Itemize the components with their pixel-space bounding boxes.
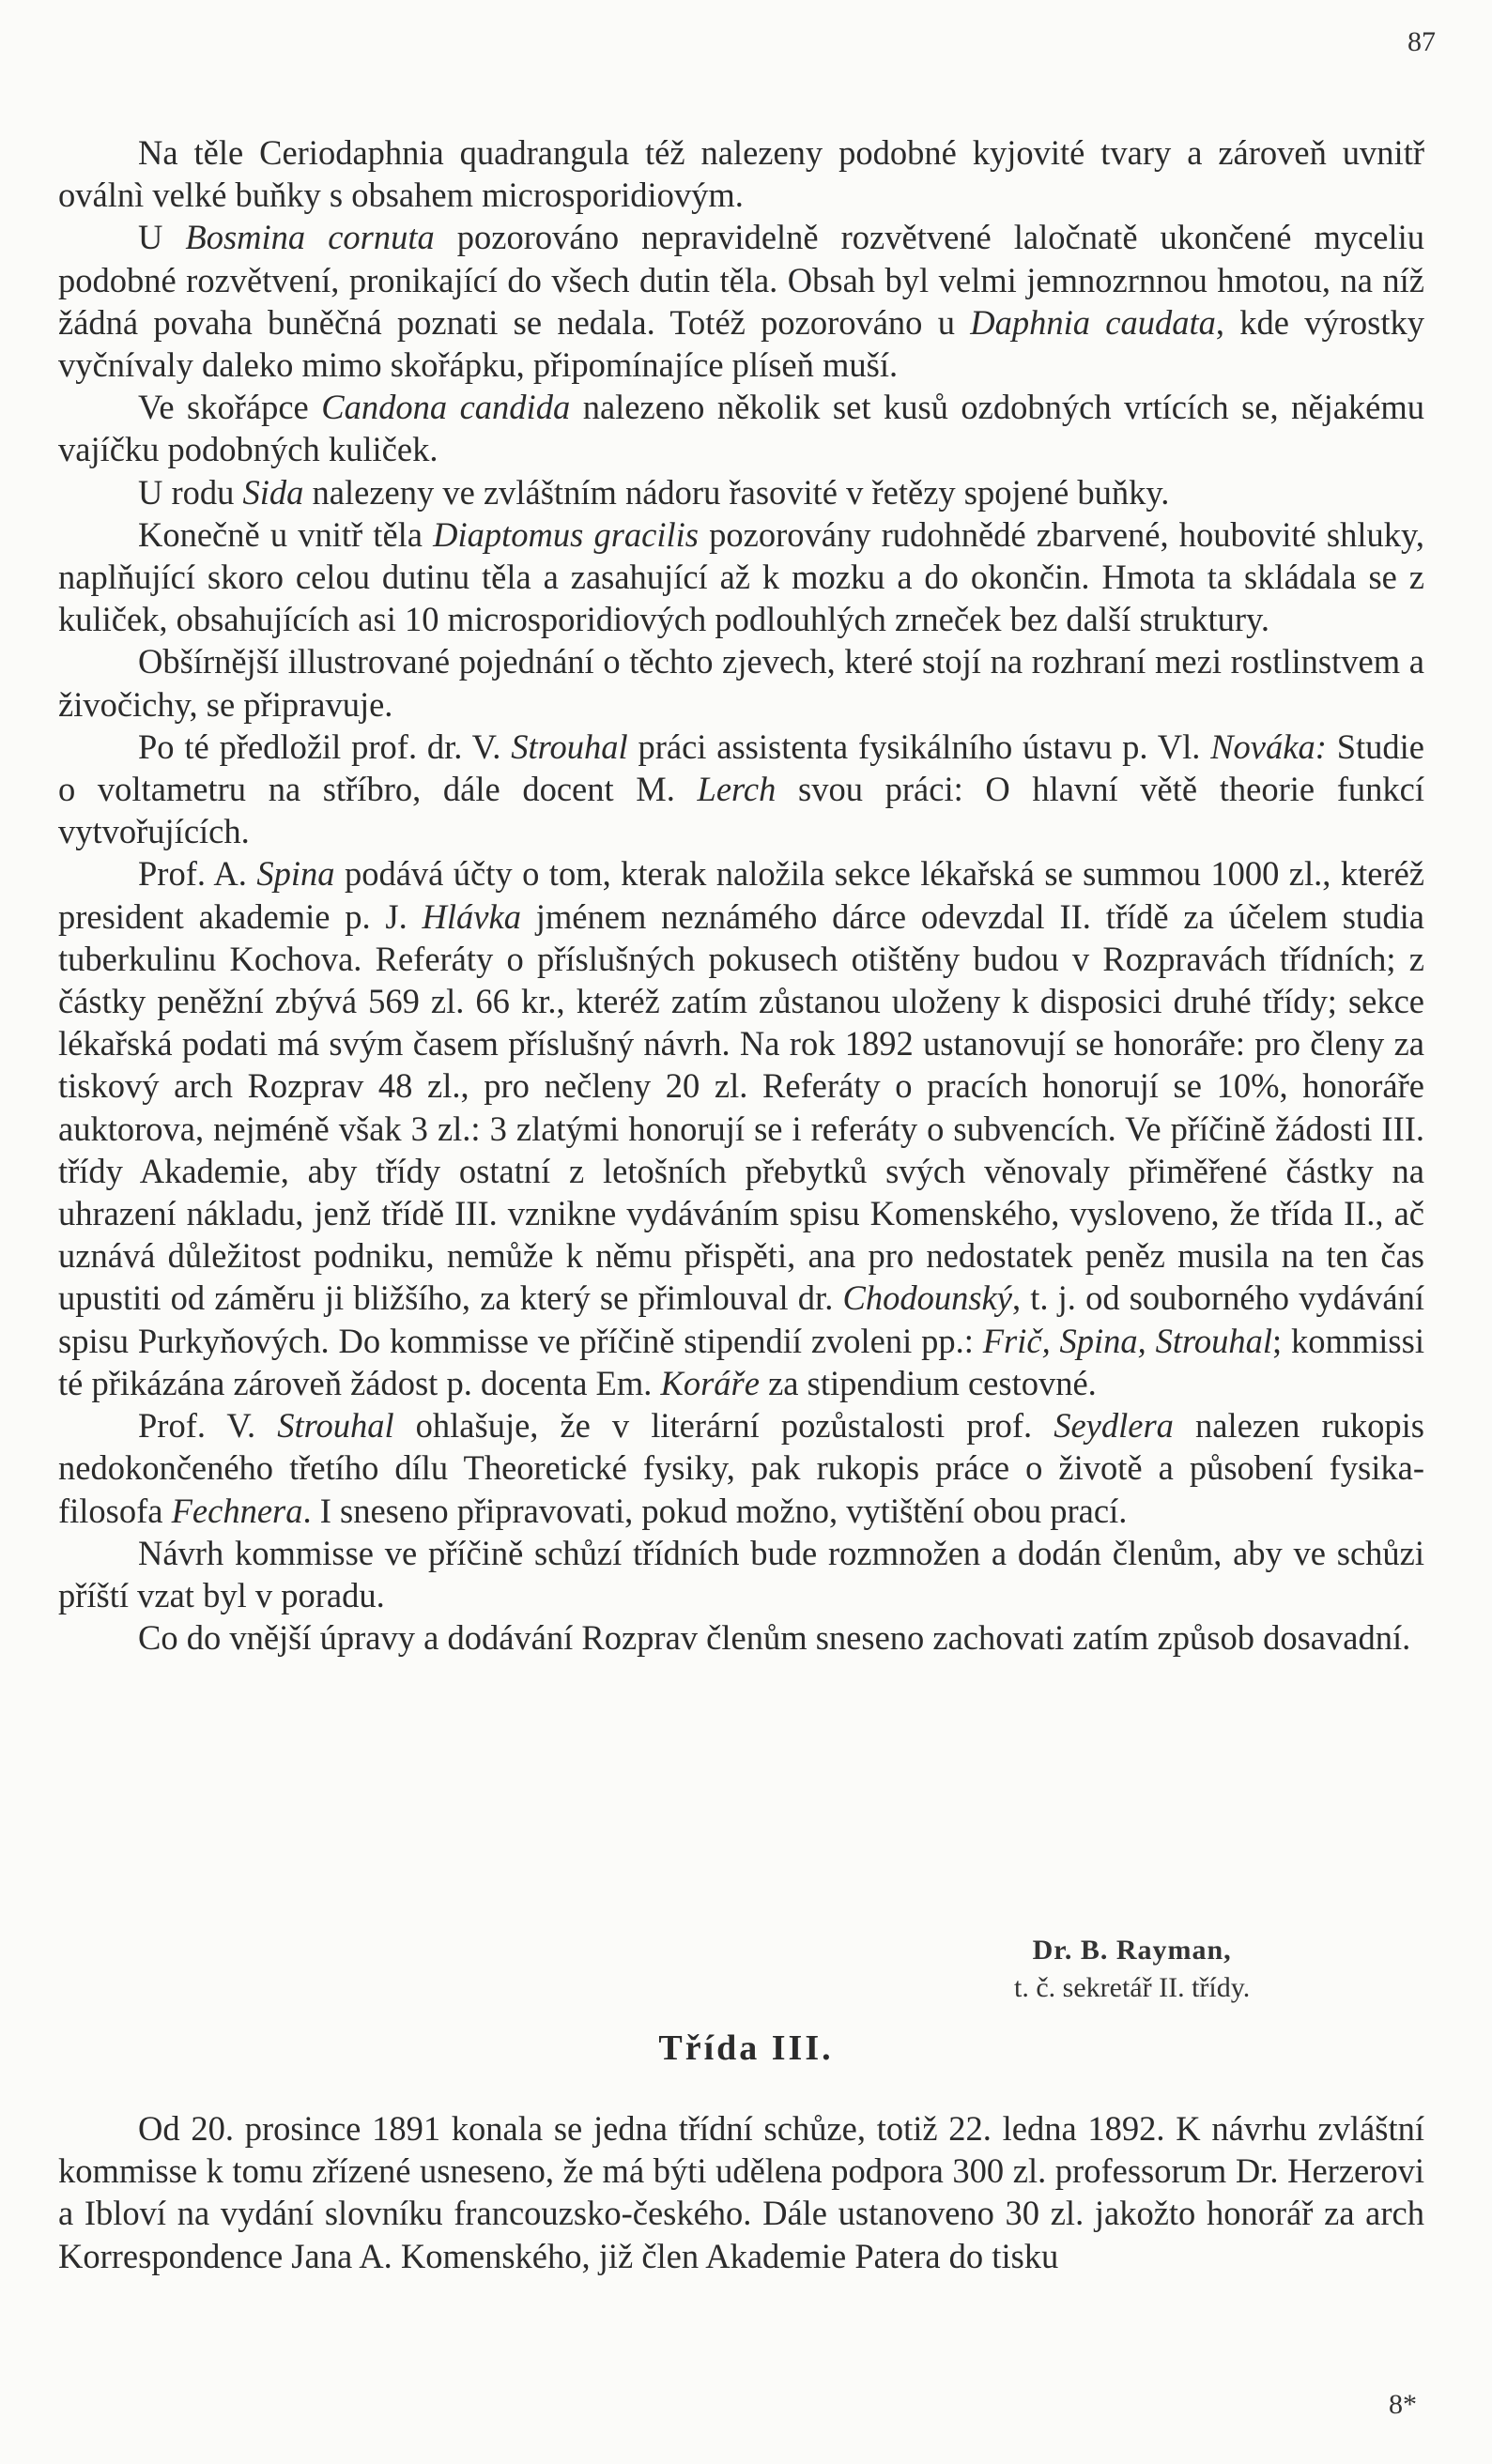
person-name: Strouhal — [511, 727, 628, 766]
species-name: Daphnia caudata — [970, 302, 1216, 342]
paragraph — [58, 471, 1424, 513]
text-run: práci assistenta fysikálního ústavu p. Vl. — [627, 727, 1211, 766]
text-run: Od 20. prosince 1891 konala se jedna třídní schůze, totiž 22. ledna 1892. K návrhu zvláštní kommisse k tomu zřízené usneseno, že má býti udělena podpora 300 zl. professorum Dr. Herzerovi a Ibloví na vydání slovníku francouzsko-českého. Dále ustanoveno 30 zl. jakožto honorář za arch Korrespondence Jana A. Komenského, již člen Akademie Patera do tisku — [58, 2109, 1424, 2275]
species-name: Sida — [242, 472, 304, 512]
person-name: Koráře — [660, 1363, 760, 1402]
paragraph — [58, 1616, 1424, 1659]
text-run: , t. j. od souborného vydávání spisu Purkyňových. Do kommisse ve příčině stipendií zvoleni pp.: — [58, 1278, 1424, 1360]
paragraph — [58, 513, 1424, 641]
text-run: U — [138, 218, 186, 257]
text-run: podává účty o tom, kterak naložila sekce lékařská se summou 1000 zl., kteréž president akademie p. J. — [58, 854, 1424, 936]
text-run: U rodu — [138, 472, 243, 512]
paragraph — [58, 1532, 1424, 1616]
text-run: za stipendium cestovné. — [759, 1363, 1097, 1402]
paragraph — [58, 216, 1424, 386]
signature-name: Dr. B. Rayman, — [1032, 1935, 1232, 1966]
text-run: , kde výrostky vyčnívaly daleko mimo skořápku, připomínajíce plíseň muší. — [58, 302, 1425, 385]
text-run: Ve skořápce — [138, 388, 322, 427]
paragraph — [58, 2107, 1424, 2277]
species-name: Candona candida — [321, 388, 571, 427]
person-name: Frič, Spina, Strouhal — [982, 1321, 1273, 1360]
paragraph — [58, 386, 1424, 470]
text-run: ohlašuje, že v literární pozůstalosti prof. — [393, 1406, 1054, 1446]
person-name: Fechnera — [171, 1491, 303, 1530]
species-name: Bosmina cornuta — [185, 218, 435, 257]
sheet-mark: 8* — [1389, 2389, 1417, 2420]
person-name: Nováka: — [1210, 727, 1327, 766]
page-number: 87 — [1407, 26, 1436, 57]
paragraph — [58, 131, 1424, 216]
paragraph — [58, 1404, 1424, 1532]
text-run: Studie o voltametru na stříbro, dále docent M. — [58, 727, 1424, 809]
text-run: Konečně u vnitř těla — [138, 514, 434, 554]
text-run: nalezen rukopis nedokončeného třetího dílu Theoretické fysiky, pak rukopis práce o životě a působení fysika-filosofa — [58, 1406, 1424, 1530]
text-run: nalezeny ve zvláštním nádoru řasovité v řetězy spojené buňky. — [303, 472, 1170, 512]
text-run: Prof. V. — [138, 1406, 278, 1446]
text-run: svou práci: O hlavní větě theorie funkcí vytvořujících. — [58, 770, 1425, 851]
section-title: Třída III. — [658, 2028, 834, 2068]
text-run: jménem neznámého dárce odevzdal II. třídě za účelem studia tuberkulinu Kochova. Referáty o příslušných pokusech otištěny budou v Rozpravách třídních; z částky peněžní zbývá 569 zl. 66 kr., kteréž zatím zůstanou uloženy k disposici druhé třídy; sekce lékařská podati má svým časem příslušný návrh. Na rok 1892 ustanovují se honoráře: pro členy za tiskový arch Rozprav 48 zl., pro nečleny 20 zl. Referáty o pracích honorují se 10%, honoráře auktorova, nejméně však 3 zl.: 3 zlatými honorují se i referáty o subvencích. Ve příčině žádosti III. třídy Akademie, aby třídy ostatní z letošních přebytků svých věnovaly přiměřené částky na uhrazení nákladu, jenž třídě III. vznikne vydáváním spisu Komenského, vysloveno, že třída II., ač uznává důležitost podniku, nemůže k němu přispěti, ana pro nedostatek peněz musila na ten čas upustiti od záměru ji bližšího, za který se přimlouval dr. — [58, 896, 1424, 1318]
text-run: Po té předložil prof. dr. V. — [138, 727, 512, 766]
paragraph — [58, 640, 1424, 725]
text-run: Co do vnější úpravy a dodávání Rozprav členům sneseno zachovati zatím způsob dosavadní. — [138, 1618, 1411, 1658]
text-run: nalezeno několik set kusů ozdobných vrtících se, nějakému vajíčku podobných kuliček. — [58, 388, 1424, 469]
text-run: pozorováno nepravidelně rozvětvené laločnatě ukončené myceliu podobné rozvětvení, pronikající do všech dutin těla. Obsah byl velmi jemnozrnnou hmotou, na níž žádná povaha buněčná poznati se nedala. Totéž pozorováno u — [58, 218, 1425, 342]
text-run: pozorovány rudohnědé zbarvené, houbovité shluky, naplňující skoro celou dutinu těla a zasahující až k mozku a do okončin. Hmota ta skládala se z kuliček, obsahujících asi 10 microsporidiových podlouhlých zrneček bez další struktury. — [58, 514, 1424, 639]
person-name: Chodounský — [842, 1278, 1012, 1318]
person-name: Strouhal — [277, 1406, 394, 1446]
signature — [1014, 1932, 1250, 2007]
body-text — [58, 131, 1424, 1659]
species-name: Diaptomus gracilis — [433, 514, 700, 554]
text-run: Prof. A. — [138, 854, 257, 894]
text-run: ; kommissi té přikázána zároveň žádost p. docenta Em. — [58, 1321, 1424, 1402]
paragraph — [58, 852, 1424, 1404]
text-run: Návrh kommisse ve příčině schůzí třídních bude rozmnožen a dodán členům, aby ve schůzi příští vzat byl v poradu. — [58, 1533, 1424, 1615]
text-run: Na těle Ceriodaphnia quadrangula též nalezeny podobné kyjovité tvary a zároveň uvnitř oválnì velké buňky s obsahem microsporidiovým. — [58, 133, 1424, 215]
person-name: Spina — [256, 854, 335, 894]
person-name: Seydlera — [1054, 1406, 1174, 1446]
person-name: Lerch — [697, 770, 777, 809]
text-run: . I sneseno připravovati, pokud možno, vytištění obou prací. — [302, 1491, 1128, 1530]
section-text — [58, 2107, 1424, 2277]
signature-title: t. č. sekretář II. třídy. — [1014, 1972, 1251, 2003]
paragraph — [58, 726, 1424, 853]
text-run: Obšírnější illustrované pojednání o těchto zjevech, které stojí na rozhraní mezi rostlinstvem a živočichy, se připravuje. — [58, 642, 1424, 724]
person-name: Hlávka — [422, 896, 521, 936]
